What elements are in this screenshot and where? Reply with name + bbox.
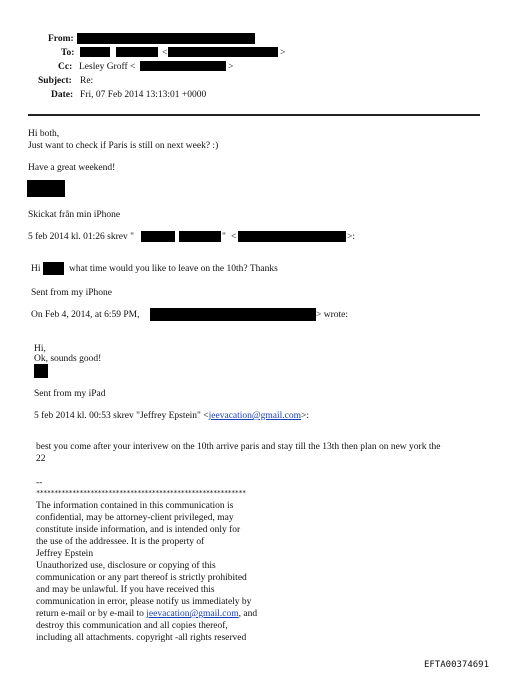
msg4-line-1: best you come after your interivew on the 10th arrive paris and stay till the 13th then plan on new york the — [36, 442, 441, 452]
redacted-recipient-last — [116, 47, 158, 57]
disclaimer-line: constitute inside information, and is intended only for — [36, 525, 241, 535]
redacted-msg3-name — [34, 364, 48, 378]
disclaimer-line: including all attachments. copyright -all rights reserved — [36, 633, 247, 643]
disclaimer-line: communication in error, please notify us immediately by — [36, 597, 252, 607]
to-email-open: < — [162, 48, 168, 58]
redacted-msg2-name — [43, 262, 64, 275]
quote-header-1-prefix: 5 feb 2014 kl. 01:26 skrev " — [28, 232, 134, 242]
quote-header-1-suffix: >: — [347, 232, 355, 242]
cc-label: Cc: — [58, 62, 73, 72]
msg3-greeting: Hi, — [34, 344, 46, 354]
to-email-close: > — [280, 48, 286, 58]
quote-header-1-quote: " — [222, 232, 226, 242]
redacted-recipient-email — [168, 47, 278, 57]
msg2-text: what time would you like to leave on the 10th? Thanks — [69, 264, 278, 274]
disclaimer — [36, 500, 257, 644]
quote-header-3-email-link[interactable]: jeevacation@gmail.com — [208, 411, 302, 421]
disclaimer-line: and may be unlawful. If you have received this — [36, 585, 215, 595]
disclaimer-stars: ********************************************************** — [36, 489, 246, 497]
date-label: Date: — [51, 90, 74, 100]
greeting: Hi both, — [28, 129, 60, 139]
redacted-sender — [77, 33, 255, 44]
quote-header-3 — [34, 410, 309, 422]
msg2-greeting: Hi — [31, 264, 41, 274]
from-label: From: — [48, 34, 74, 44]
redacted-quote1-name-last — [179, 231, 221, 242]
msg4-line-2: 22 — [36, 454, 46, 464]
redacted-signature-name — [27, 180, 65, 197]
disclaimer-line: The information contained in this communication is — [36, 501, 234, 511]
disclaimer-line: confidential, may be attorney-client privileged, may — [36, 513, 234, 523]
subject-label: Subject: — [38, 76, 72, 86]
date-value: Fri, 07 Feb 2014 13:13:01 +0000 — [80, 90, 207, 100]
cc-name: Lesley Groff < — [79, 62, 136, 72]
disclaimer-line: destroy this communication and all copies thereof, — [36, 621, 228, 631]
redacted-quote2-sender — [150, 308, 316, 321]
signature-iphone-sv: Skickat från min iPhone — [28, 210, 121, 220]
quote-header-2-suffix: > wrote: — [316, 310, 349, 320]
redacted-quote1-name-first — [141, 231, 175, 242]
disclaimer-line: communication or any part thereof is strictly prohibited — [36, 573, 247, 583]
to-label: To: — [61, 48, 75, 58]
disclaimer-return-suffix: , and — [238, 609, 258, 619]
quote-header-2-prefix: On Feb 4, 2014, at 6:59 PM, — [31, 310, 140, 320]
cc-email-close: > — [228, 62, 234, 72]
signature-ipad: Sent from my iPad — [34, 389, 106, 399]
redacted-recipient-first — [80, 47, 110, 57]
document-id: EFTA00374691 — [424, 660, 490, 670]
message-line-1: Just want to check if Paris is still on next week? :) — [28, 141, 219, 151]
quote-header-3-suffix: >: — [301, 411, 310, 421]
disclaimer-line: Jeffrey Epstein — [36, 549, 94, 559]
disclaimer-return-prefix: return e-mail or by e-mail to — [36, 609, 147, 619]
disclaimer-line: Unauthorized use, disclosure or copying of this — [36, 561, 216, 571]
redacted-quote1-email — [238, 231, 346, 242]
disclaimer-line: the use of the addressee. It is the property of — [36, 537, 205, 547]
header-divider — [28, 114, 480, 116]
msg3-text: Ok, sounds good! — [34, 354, 102, 364]
subject-value: Re: — [80, 76, 94, 86]
quote-header-3-prefix: 5 feb 2014 kl. 00:53 skrev "Jeffrey Epstein" < — [34, 411, 209, 421]
message-line-2: Have a great weekend! — [28, 163, 116, 173]
signature-dashes: -- — [36, 478, 43, 488]
disclaimer-line — [36, 608, 257, 620]
quote-header-1-open: < — [231, 232, 237, 242]
redacted-cc-email — [140, 61, 226, 71]
signature-iphone: Sent from my iPhone — [31, 288, 113, 298]
disclaimer-email-link[interactable]: jeevacation@gmail.com — [146, 609, 239, 619]
